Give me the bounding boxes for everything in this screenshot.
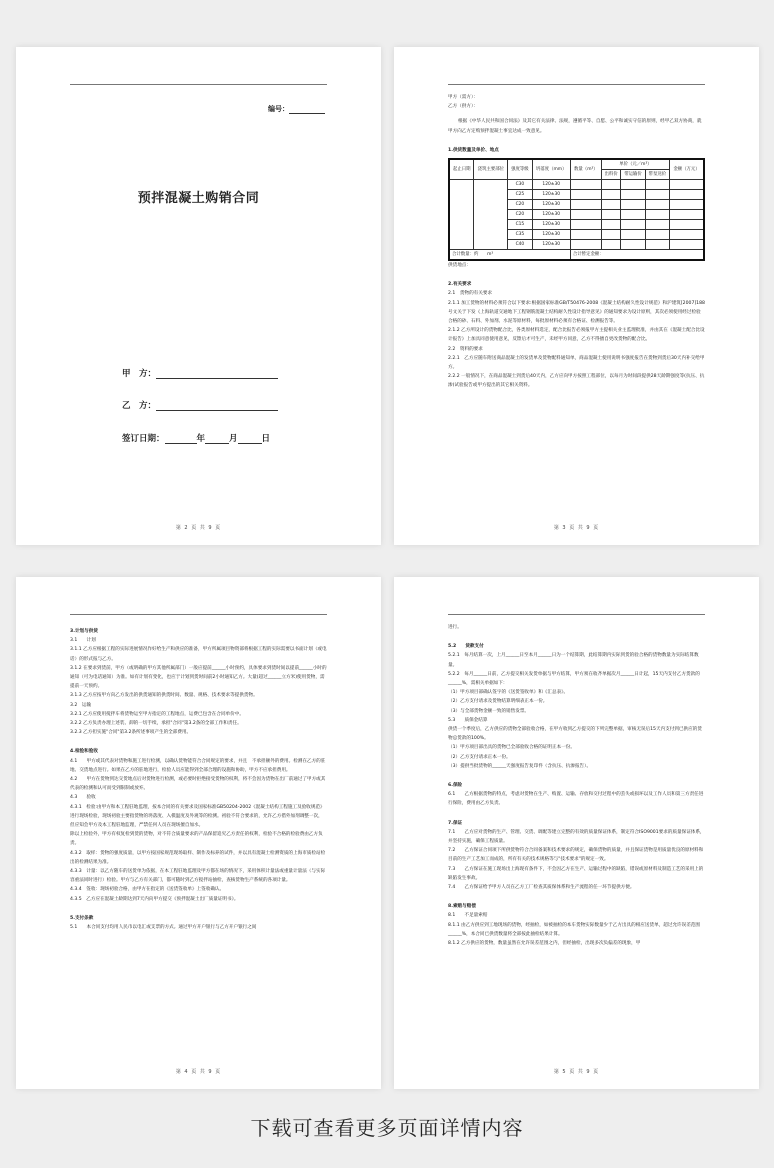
party-a-text: 甲方（需方）： <box>448 95 478 100</box>
clause-paragraph: 4.3.2 取样：货物的强度质量，以甲方按国家规范现场取样、制作及标养的试件，并以具有混凝土检测资质的上海市质检站检出的检测结果为准。 <box>70 850 326 865</box>
clause-paragraph: 3.2 运输 <box>70 702 92 708</box>
contract-page-3 <box>16 577 381 1089</box>
party-b-text: 乙方（供方）： <box>448 104 478 110</box>
th-pump: 带泵送价 <box>645 170 669 180</box>
clause-paragraph: （2）乙方支付请求正本一份。 <box>448 754 511 760</box>
total-qty: 合计数量：约 m³ <box>449 250 570 261</box>
clause-paragraph: 7.4 乙方保证给予甲方人员在乙方工厂检查其质保体系和生产流程的任一环节提供方便。 <box>448 885 635 891</box>
month-label: 月 <box>229 434 238 444</box>
clause-paragraph: 2.2.2 一般情况下，在商品混凝土到货后40天内，乙方应向甲方按照工程部位，以每月为时间段提供28天龄期强度等(抗压、抗渗)试验报告或甲方提出的其它相关资料。 <box>448 374 705 389</box>
section-title: 6.保险 <box>448 783 463 789</box>
clause-paragraph: 5.3 质保金结算 <box>448 717 488 723</box>
slump-cell: 120±30 <box>532 190 570 200</box>
slump-cell: 120±30 <box>532 220 570 230</box>
contract-page-4 <box>394 577 759 1089</box>
part-cell <box>474 180 508 250</box>
contract-number-blank <box>289 106 325 114</box>
grade-cell: C30 <box>508 180 532 190</box>
total-amount: 合计暂定金额： <box>570 250 704 261</box>
th-price: 单价（元／m³） <box>601 159 669 170</box>
section-title: 4.检验和验收 <box>70 749 98 755</box>
empty-cell <box>670 190 704 200</box>
contract-number <box>268 104 325 114</box>
th-amount: 金额（万元） <box>670 159 704 180</box>
empty-cell <box>570 230 601 240</box>
sign-date-line <box>122 432 270 444</box>
section-title: 7.保证 <box>448 820 463 826</box>
th-grade: 强度等级 <box>508 159 532 180</box>
clause-paragraph: （3）提供当批货物的______天强度报告复印件（含抗压、抗渗报告）。 <box>448 763 592 769</box>
empty-cell <box>621 190 645 200</box>
page-footer: 第 2 页 共 9 页 <box>175 525 222 531</box>
header-rule <box>70 614 327 615</box>
empty-cell <box>621 240 645 250</box>
empty-cell <box>621 210 645 220</box>
empty-cell <box>601 210 621 220</box>
contract-cover-page <box>16 47 381 545</box>
clause-paragraph: （1）甲方项目部出具的货物已全部验收合格的证明正本一份。 <box>448 745 575 751</box>
slump-cell: 120±30 <box>532 240 570 250</box>
clause-paragraph: 4.2 甲方在货物到达交货地点后对货物进行检测，或必要时拒绝接受货物的权利，将不会因为货物在出厂前通过了甲方或其代表的检测和认可而受到限制或放弃。 <box>70 777 326 792</box>
section-title: 3.计划与供货 <box>70 629 98 634</box>
section-title: 5.支付条款 <box>70 915 94 921</box>
year-blank <box>165 434 197 444</box>
paragraph-gap <box>448 892 705 898</box>
empty-cell <box>645 210 669 220</box>
clause-paragraph: 2.1 货物的有关要求 <box>448 291 493 297</box>
clause-paragraph: 2.2 资料的要求 <box>448 346 483 352</box>
party-b-blank <box>156 401 278 411</box>
slump-cell: 120±30 <box>532 180 570 190</box>
paragraph-gap <box>70 737 327 743</box>
sign-date-label: 签订日期： <box>122 434 165 444</box>
th-slump: 坍落度（mm） <box>532 159 570 180</box>
clause-paragraph: 7.3 乙方保证在施工现场出上海现有条件下，不会因乙方在生产、运输过程中的缺陷，错误或原材料及制造工艺的采用上的缺陷发生事故。 <box>448 866 704 881</box>
supply-table <box>448 158 705 261</box>
section-title: 8.索赔与赔偿 <box>448 904 476 910</box>
contract-number-label: 编号： <box>268 105 289 113</box>
empty-cell <box>601 220 621 230</box>
slump-cell: 120±30 <box>532 230 570 240</box>
grade-cell: C15 <box>508 220 532 230</box>
empty-cell <box>621 200 645 210</box>
section-2-title: 2.有关要求 <box>448 282 472 288</box>
page-body <box>448 93 705 391</box>
empty-cell <box>670 220 704 230</box>
clause-paragraph: 8.1.2 乙方供应的货物，数量虽然在允许误差范围之内，但经抽检，出现多次负偏差的现象，甲 <box>448 941 641 947</box>
party-a-blank <box>156 369 278 379</box>
empty-cell <box>645 180 669 190</box>
empty-cell <box>645 230 669 240</box>
grade-cell: C35 <box>508 230 532 240</box>
clause-paragraph: （3）与全部货物金额一致的销售发票。 <box>448 708 530 714</box>
header-rule <box>70 84 327 85</box>
empty-cell <box>645 220 669 230</box>
party-a-label: 甲 方： <box>122 369 157 379</box>
party-a-line <box>122 367 278 379</box>
intro-paragraph: 根据《中华人民共和国合同法》及其它有关法律、法规，遵循平等、自愿、公平和诚实守信的原则，经甲乙双方协商，就甲方向乙方定购预拌混凝土事宜达成一致意见。 <box>448 119 702 134</box>
clause-paragraph: 进行。 <box>448 625 462 630</box>
empty-cell <box>570 180 601 190</box>
paragraph-gap <box>70 904 327 910</box>
contract-title: 预拌混凝土购销合同 <box>137 191 260 206</box>
clause-paragraph: 4.3.5 乙方应在混凝土龄期达到7天内向甲方提交《预拌混凝土出厂质量证明书》。 <box>70 896 239 902</box>
empty-cell <box>670 230 704 240</box>
clause-paragraph: 4.1 甲方或其代表对货物和施工进行检测，以确认货物能符合合同规定的要求，并且 不承担额外的费用。检测在乙方的驻地、交货地点进行。如果在乙方的驻地进行，检验人员应能得到全部合理的设施和协助，甲方不应承担费用。 <box>70 758 326 773</box>
empty-cell <box>570 190 601 200</box>
paragraph-gap <box>448 632 705 638</box>
month-blank <box>205 434 229 444</box>
empty-cell <box>570 240 601 250</box>
empty-cell <box>645 190 669 200</box>
empty-cell <box>645 240 669 250</box>
clause-paragraph: 5.1 本合同支付均用人民币以电汇或支票的方式。通过甲方开户银行与乙方开户银行之间 <box>70 925 257 931</box>
party-b-label: 乙 方： <box>122 401 157 411</box>
empty-cell <box>570 200 601 210</box>
page-body <box>70 623 327 932</box>
page-footer: 第 3 页 共 9 页 <box>553 525 600 531</box>
th-part: 浇筑主要部位 <box>474 159 508 180</box>
clause-paragraph: 6.1 乙方根据货物的特点，考虑对货物在生产、购置、运输、存放和交付过程中的丢失或损坏以及工作人员和第三方责任进行保险，费用由乙方负责。 <box>448 792 704 807</box>
empty-cell <box>621 220 645 230</box>
th-transport: 带运输价 <box>621 170 645 180</box>
day-blank <box>238 434 262 444</box>
paragraph-gap <box>448 771 705 777</box>
clause-paragraph: 除以上检验外，甲方有权复检到货的货物，对不符合质量要求的产品保留追究乙方责任的权利，检验不合格的检验费由乙方负责。 <box>70 832 323 847</box>
empty-cell <box>670 210 704 220</box>
clause-paragraph: 3.1.3 乙方应按甲方向乙方发出的供货通知的供货时间、数量、规格、技术要求等提供货物。 <box>70 693 258 699</box>
clause-paragraph: 7.1 乙方应对货物的生产、管理、交货、调配等建立完整的有效的质量保证体系，制定符合ISO9001要求的质量保证体系，并坚持实施，确保工程质量。 <box>448 829 705 845</box>
clause-paragraph: 3.1 计划 <box>70 638 96 644</box>
empty-cell <box>601 230 621 240</box>
grade-cell: C25 <box>508 190 532 200</box>
empty-cell <box>621 180 645 190</box>
clause-paragraph: 5.2.1 每月结算一次，上月______日至本月______日为一个结算期，此结算期内实际到货的验合格的货物数量为实际结算数量。 <box>448 653 699 668</box>
clause-paragraph: （1）甲方项目部确认签字的《送货签收单》和《汇总表》。 <box>448 690 569 696</box>
clause-paragraph: 4.3.1 检验:由甲方和本工程驻地监理，按本合同的有关要求及国家标准GB50204-2002《混凝土结构工程施工及验收规范》进行现场检验，现场初验主要指货物的坍落度、入模温度及外观等的检测。初验不符合要求的，允许乙方措外加剂调整一次，但应知会甲方及本工程驻地监理，严禁任何人员在现场擅自加水。 <box>70 804 325 829</box>
day-label: 日 <box>261 434 271 444</box>
supply-row <box>449 180 704 190</box>
empty-cell <box>570 220 601 230</box>
empty-cell <box>670 180 704 190</box>
th-factory: 出料价 <box>601 170 621 180</box>
empty-cell <box>645 200 669 210</box>
date-cell <box>449 180 474 250</box>
clause-paragraph: 4.3 验收 <box>70 795 96 801</box>
clause-paragraph: 7.2 乙方保证合同项下所供货物符合合同备案和技术要求的规定，确保货物的质量，并且保证货物是用质量优良的原材料和目前的生产工艺加工而成的，所有有关的技术规格等与"技术要求"的规定一致。 <box>448 848 704 863</box>
clause-paragraph: 8.1 不足量索赔 <box>448 913 488 919</box>
clause-paragraph: 2.1.1 加工货物的材料必须符合以下要求:根据国家标准GB/T50476-2008《混凝土结构耐久性设计规范》和沪建筑[2007]188号文关于下发《上海轨道交通地下工程钢筋混凝土结构耐久性设计指导意见》的通知要求为设计原则，其次必须使用经过检验合格的砂、石料、外加剂、水泥等原材料，每批原材料必须有合格证、检测报告等。 <box>448 300 705 325</box>
empty-cell <box>621 230 645 240</box>
paragraph-gap <box>448 809 705 815</box>
grade-cell: C20 <box>508 200 532 210</box>
download-more-caption: 下载可查看更多页面详情内容 <box>250 1116 524 1140</box>
party-b-line <box>122 399 278 411</box>
clause-paragraph: 3.2.2 乙方负责办理上述装、卸的一切手续，承担"合同"第3.2条的全部工作和责任。 <box>70 721 242 727</box>
th-qty: 数量（m³） <box>570 159 601 180</box>
empty-cell <box>670 240 704 250</box>
clause-paragraph: 3.2.3 乙方担实施"合同"第3.2条所述事项产生的全部费用。 <box>70 730 192 736</box>
page-body <box>448 623 705 948</box>
clause-paragraph: 5.2.2 每月______日前，乙方提交相关发货单据与甲方结算，甲方须在收齐单据次月______日计起，15天内支付乙方货款的______%，需相关单据如下： <box>448 671 700 687</box>
clause-paragraph: 3.2.1 乙方应使用搅拌车将货物运至甲方指定的工程地点，运费已包含在合同单价中。 <box>70 711 244 717</box>
supply-place: 供货地点： <box>448 263 471 269</box>
page-footer: 第 4 页 共 9 页 <box>175 1069 222 1075</box>
empty-cell <box>601 180 621 190</box>
section-title: 5.2 货款支付 <box>448 644 484 650</box>
empty-cell <box>601 200 621 210</box>
grade-cell: C20 <box>508 210 532 220</box>
section-1-title: 1.供货数量及单价、地点 <box>448 147 499 153</box>
header-rule <box>448 84 705 85</box>
clause-paragraph: （2）乙方支付请求及货物结算明细表正本一份。 <box>448 699 548 705</box>
clause-paragraph: 2.2.1 乙方应随车附送商品混凝土的发货单及货物配料通知单，商品混凝土使用说明书强度报告在货物到货后30天内补交给甲方。 <box>448 355 705 371</box>
clause-paragraph: 4.3.3 计量：以乙方随车的送货单为依据，在本工程驻地监理及甲方都在场的情况下，采用体积计量法或重量计量法（与实际容重法同时进行）检验。甲方与乙方有关部门，都可随时到乙方搅拌站抽检，查核货物生产系统的各项计量。 <box>70 869 326 884</box>
header-rule <box>448 614 705 615</box>
clause-paragraph: 2.1.2 乙方所设计的货物配合比，各类原材料选定，配合比报告必须报甲方主提相关业主监理批准，并由其在《混凝土配合比设计报告》上加具同意使用意见，反馈后才可生产，未经甲方同意，乙方不得擅自更改货物的配合比。 <box>448 328 705 343</box>
contract-page-2 <box>394 47 759 545</box>
clause-paragraph: 供货一个季度后，乙方供应的货物全部验收合格，在甲方收到乙方提交的下列完整单据，审核无误后15天内支付到已供应的货物总货款的100%。 <box>448 727 702 742</box>
clause-paragraph: 8.1.1 由乙方供应到工地现场的货物，经抽检，如被抽检的本车货物实际数量少于乙方出具的相应送货单，超过允许误差范围______%，本合同已供货数量将全部按此抽检结果计算。 <box>448 922 701 937</box>
clause-paragraph: 3.1.1 乙方应根据工程的实际进展情况作好给生产和供应的准备，甲方所属项目物资部将根据工程的实际需要以书面计划（或电话）的形式报与乙方。 <box>70 647 327 662</box>
clause-paragraph: 4.3.4 签收：现场初验合格，由甲方在指定的《送货签收单》上签收确认。 <box>70 887 225 893</box>
slump-cell: 120±30 <box>532 200 570 210</box>
grade-cell: C40 <box>508 240 532 250</box>
empty-cell <box>570 210 601 220</box>
empty-cell <box>670 200 704 210</box>
page-footer: 第 5 页 共 9 页 <box>553 1069 600 1075</box>
empty-cell <box>601 240 621 250</box>
empty-cell <box>601 190 621 200</box>
year-label: 年 <box>196 434 206 444</box>
clause-paragraph: 3.1.2 在要求到货前，甲方（或明确的甲方其他所属部门）一般应提前______小时预约，具体要求到货时间以提前______小时的通知（可为电话通知）为准。如有计划有变化，也应于计划到货时间前2小时通知乙方。大量(超过______立方米)使用货物，需提前一天预约。 <box>70 665 327 690</box>
th-date: 起止日期 <box>449 159 474 180</box>
slump-cell: 120±30 <box>532 210 570 220</box>
